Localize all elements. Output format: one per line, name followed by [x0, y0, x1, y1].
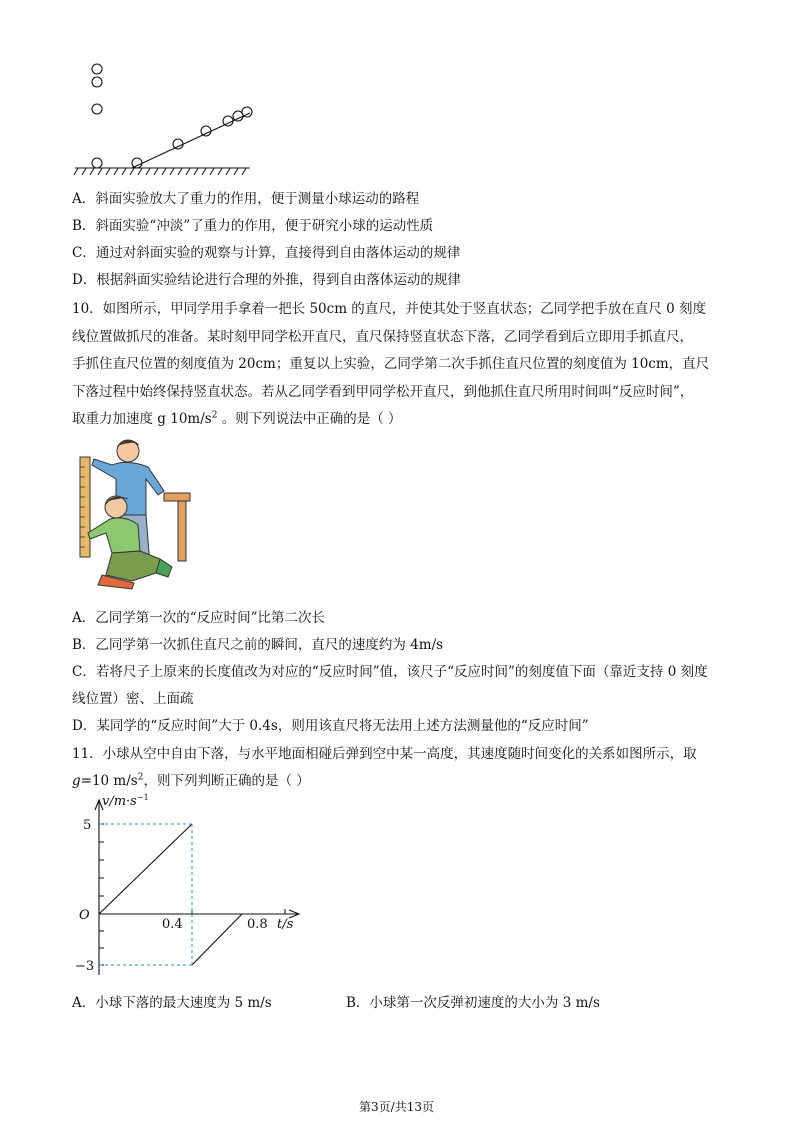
incline-experiment-figure — [70, 55, 260, 180]
q10-stem-line1: 10．如图所示，甲同学用手拿着一把长 50cm 的直尺，并使其处于竖直状态；乙同学把手放在直尺 0 刻度 — [72, 301, 706, 317]
graph-y-label-exponent: −1 — [136, 793, 149, 802]
q9-option-a: A．斜面实验放大了重力的作用，便于测量小球运动的路程 — [72, 191, 420, 207]
q11-question-text: ，则下列判断正确的是（ ） — [143, 773, 310, 789]
q11-option-a: A．小球下落的最大速度为 5 m/s — [72, 995, 272, 1011]
q11-stem-line1: 11．小球从空中自由下落，与水平地面相碰后弹到空中某一高度，其速度随时间变化的关系如图所示，取 — [72, 746, 697, 762]
q10-stem-line2: 线位置做抓尺的准备。某时刻甲同学松开直尺，直尺保持竖直状态下落，乙同学看到后立即用手抓直尺， — [72, 329, 693, 345]
q11-g-value: =10 m/s — [80, 773, 138, 789]
graph-tick-5: 5 — [83, 818, 92, 833]
graph-x-label: t/s — [277, 917, 294, 932]
q11-g-exponent: 2 — [137, 772, 144, 783]
q10-stem-line4: 下落过程中始终保持竖直状态。若从乙同学看到甲同学松开直尺，到他抓住直尺所用时间叫“反应时间”， — [72, 384, 694, 400]
q10-stem-line3: 手抓住直尺位置的刻度值为 20cm；重复以上实验，乙同学第二次手抓住直尺位置的刻度值为 10cm，直尺 — [72, 356, 710, 372]
graph-tick-minus3: −3 — [75, 959, 95, 974]
q10-option-c-line2: 线位置）密、上面疏 — [72, 691, 194, 707]
graph-y-label: $v/m\cdot s^{-1}$ — [102, 793, 149, 809]
q11-stem-line2 — [72, 769, 310, 789]
q10-stem-line5 — [72, 407, 402, 427]
page-footer: 第3页/共13页 — [359, 1100, 434, 1114]
q10-option-b: B．乙同学第一次抓住直尺之前的瞬间，直尺的速度约为 4m/s — [72, 637, 444, 653]
graph-tick-0-4: 0.4 — [162, 917, 183, 932]
q11-g-symbol: g — [72, 773, 81, 789]
ruler-reaction-figure — [76, 435, 196, 590]
q10-option-d: D．某同学的“反应时间”大于 0.4s，则用该直尺将无法用上述方法测量他的“反应时间” — [72, 718, 589, 734]
q11-option-b: B．小球第一次反弹初速度的大小为 3 m/s — [346, 995, 600, 1011]
graph-tick-0-8: 0.8 — [247, 917, 268, 932]
q10-gravity-exponent: 2 — [211, 410, 218, 421]
q9-option-c: C．通过对斜面实验的观察与计算，直接得到自由落体运动的规律 — [72, 245, 461, 261]
q9-option-b: B．斜面实验“冲淡”了重力的作用，便于研究小球的运动性质 — [72, 218, 434, 234]
q9-option-d: D．根据斜面实验结论进行合理的外推，得到自由落体运动的规律 — [72, 272, 461, 288]
q10-option-a: A．乙同学第一次的“反应时间”比第二次长 — [72, 610, 326, 626]
q10-question-text: 。则下列说法中正确的是（ ） — [217, 411, 402, 427]
q10-option-c-line1: C．若将尺子上原来的长度值改为对应的“反应时间”值，该尺子“反应时间”的刻度值下面（靠近支持 0 刻度 — [72, 664, 708, 680]
velocity-time-graph — [72, 790, 312, 980]
q10-gravity-text: 取重力加速度 g 10m/s — [72, 411, 212, 427]
graph-origin: O — [79, 908, 90, 923]
